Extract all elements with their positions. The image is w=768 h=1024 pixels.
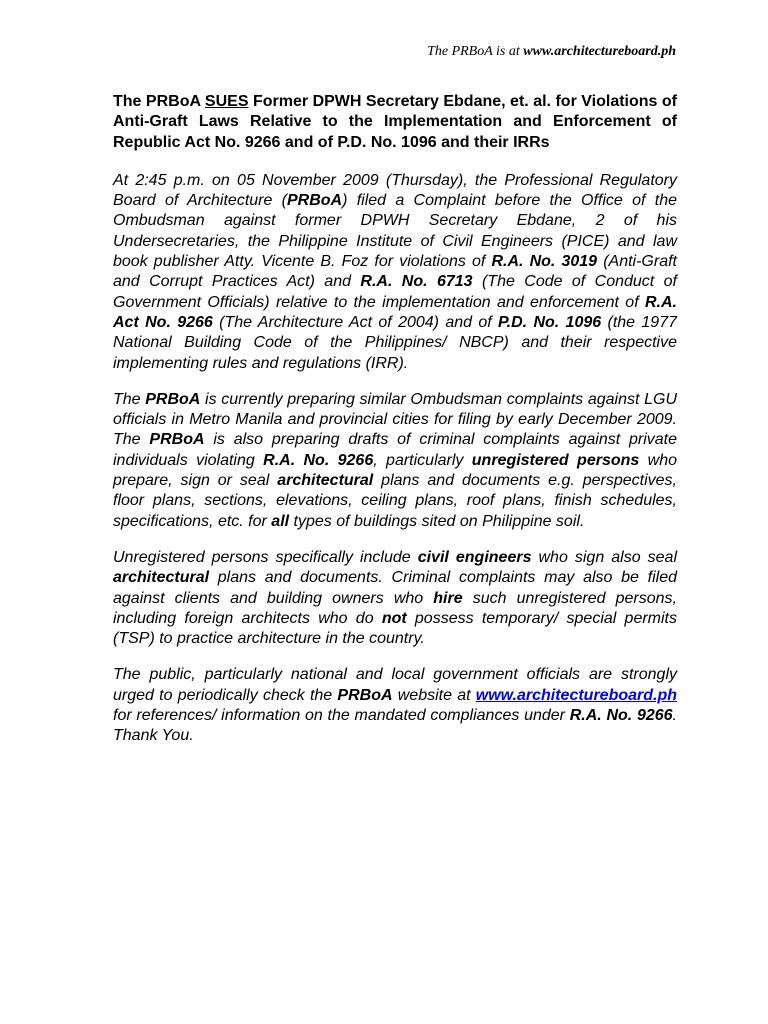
bold-run: not — [381, 609, 407, 627]
title-sues: SUES — [204, 93, 249, 110]
title-text: Former DPWH Secretary Ebdane, et. al. for Violations of Anti-Graft Laws Relative to the Implementation and Enforcement of Republic Act No. 9266 and of P.D. No. 1096 and their IRRs — [113, 93, 678, 151]
bold-run: unregistered persons — [471, 451, 640, 469]
text-run: is currently preparing similar Ombudsman complaints against LGU officials in Metro Manila and provincial cities for filing by early December 2009. The — [113, 390, 678, 449]
header-url: www.architectureboard.ph — [523, 44, 676, 59]
paragraph-3 — [113, 548, 677, 649]
text-run: , particularly — [373, 451, 472, 469]
text-run: (The Architecture Act of 2004) and of — [212, 313, 499, 331]
architectureboard-link[interactable]: www.architectureboard.ph — [475, 686, 677, 704]
bold-run: all — [271, 512, 290, 530]
paragraph-1 — [113, 171, 677, 374]
text-run: plans and documents e.g. perspectives, floor plans, sections, elevations, ceiling plans, roof plans, finish schedules, specifications, etc. for — [113, 472, 678, 530]
text-run: is also preparing drafts of criminal complaints against private individuals violating — [113, 431, 678, 469]
paragraph-4 — [113, 665, 677, 746]
text-run: The public, particularly national and local government officials are strongly urged to periodically check the — [113, 666, 677, 704]
text-run: The — [113, 390, 146, 408]
bold-run: architectural — [113, 569, 210, 587]
text-run: (Anti-Graft and Corrupt Practices Act) and — [113, 253, 677, 291]
paragraph-2 — [113, 390, 677, 532]
bold-run: PRBoA — [287, 192, 343, 210]
text-run: (The Code of Conduct of Government Officials) relative to the implementation and enforcement of — [113, 273, 677, 311]
bold-run: PRBoA — [149, 431, 205, 449]
text-run: . Thank You. — [113, 707, 677, 745]
bold-run: hire — [433, 589, 463, 607]
text-run: such unregistered persons, including foreign architects who do — [113, 589, 677, 627]
title-text: The PRBoA — [113, 93, 205, 110]
text-run: (the 1977 National Building Code of the Philippines/ NBCP) and their respective implementing rules and regulations (IRR). — [113, 313, 677, 372]
bold-run: R.A. No. 3019 — [491, 253, 598, 271]
text-run: At 2:45 p.m. on 05 November 2009 (Thursday), the Professional Regulatory Board of Architecture ( — [113, 171, 677, 210]
bold-run: R.A. Act No. 9266 — [113, 293, 677, 331]
bold-run: civil engineers — [417, 548, 532, 566]
text-run: who prepare, sign or seal — [113, 451, 677, 490]
document-body — [113, 92, 677, 763]
bold-run: PRBoA — [145, 390, 201, 408]
header-prefix: The PRBoA is at — [427, 44, 524, 59]
bold-run: R.A. No. 6713 — [360, 273, 473, 291]
text-run: for references/ information on the mandated compliances under — [113, 707, 570, 725]
text-run: Unregistered persons specifically include — [113, 548, 418, 566]
bold-run: architectural — [277, 472, 374, 490]
text-run: who sign also seal — [531, 548, 677, 566]
bold-run: P.D. No. 1096 — [498, 313, 602, 331]
text-run: plans and documents. Criminal complaints may also be filed against clients and building owners who — [113, 569, 677, 607]
text-run: possess temporary/ special permits (TSP) to practice architecture in the country. — [113, 609, 678, 648]
text-run: website at — [392, 686, 476, 704]
text-run: ) filed a Complaint before the Office of the Ombudsman against former DPWH Secretary Ebdane, 2 of his Undersecretaries, the Philippine Institute of Civil Engineers (PICE) and law book publisher Atty. Vicente B. Foz for violations of — [113, 192, 677, 271]
bold-run: R.A. No. 9266 — [569, 707, 673, 725]
page-header — [427, 44, 676, 60]
document-title — [113, 92, 677, 153]
text-run: types of buildings sited on Philippine soil. — [289, 512, 585, 530]
bold-run: R.A. No. 9266 — [263, 451, 374, 469]
bold-run: PRBoA — [337, 686, 393, 704]
